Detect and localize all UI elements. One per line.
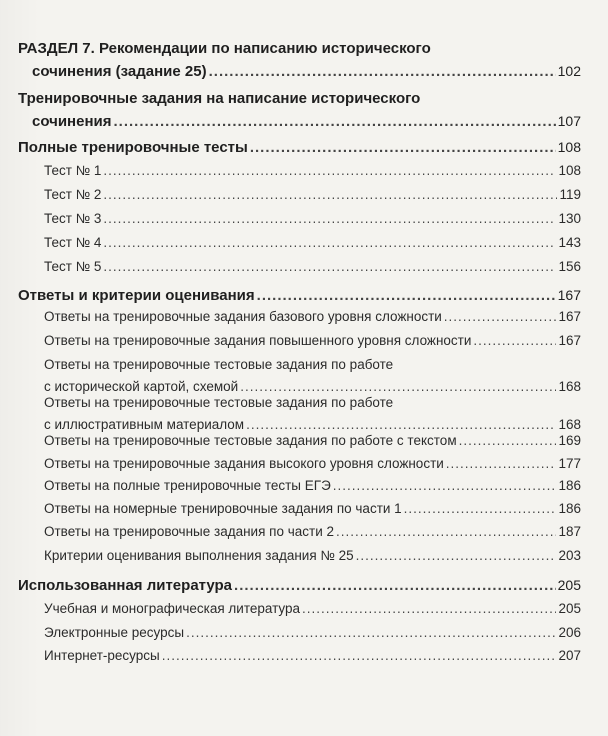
toc-page-number: 130 bbox=[558, 211, 581, 226]
toc-entry[interactable] bbox=[0, 475, 585, 497]
toc-entry[interactable] bbox=[0, 598, 585, 620]
toc-page-number: 119 bbox=[559, 187, 581, 202]
toc-page-number: 107 bbox=[557, 113, 581, 129]
toc-entry-title: Учебная и монографическая литература bbox=[44, 601, 301, 616]
toc-entry-title: Электронные ресурсы bbox=[44, 625, 185, 640]
toc-entry[interactable] bbox=[0, 88, 585, 132]
toc-entry[interactable] bbox=[0, 184, 585, 206]
dot-leader bbox=[473, 330, 556, 352]
toc-entry[interactable] bbox=[0, 545, 585, 567]
dot-leader bbox=[103, 232, 556, 254]
dot-leader bbox=[250, 137, 556, 159]
toc-page-number: 169 bbox=[558, 433, 581, 448]
toc-entry[interactable] bbox=[0, 521, 585, 543]
toc-entry[interactable] bbox=[0, 284, 585, 306]
toc-entry[interactable] bbox=[0, 645, 585, 667]
dot-leader bbox=[333, 475, 557, 497]
toc-entry-title: Ответы и критерии оценивания bbox=[18, 287, 255, 304]
toc-entry[interactable] bbox=[0, 232, 585, 254]
toc-entry[interactable] bbox=[0, 256, 585, 278]
toc-entry[interactable] bbox=[0, 160, 585, 182]
toc-entry-title: Тест № 3 bbox=[44, 211, 102, 226]
toc-page-number: 187 bbox=[558, 524, 581, 539]
toc-entry-title: Ответы на тренировочные задания по части 2 bbox=[44, 524, 334, 539]
toc-entry-title: Ответы на номерные тренировочные задания по части 1 bbox=[44, 501, 402, 516]
dot-leader bbox=[186, 622, 556, 644]
toc-entry-title: Тест № 2 bbox=[44, 187, 102, 202]
toc-entry-title: Тренировочные задания на написание исторического bbox=[18, 90, 421, 107]
toc-entry-title: сочинения bbox=[32, 113, 112, 130]
toc-entry-title: Ответы на тренировочные задания повышенного уровня сложности bbox=[44, 333, 472, 348]
dot-leader bbox=[404, 498, 557, 520]
toc-page-number: 102 bbox=[557, 63, 581, 79]
toc-page-number: 143 bbox=[558, 235, 581, 250]
toc-entry-title: Полные тренировочные тесты bbox=[18, 139, 248, 156]
toc-page-number: 168 bbox=[558, 379, 581, 394]
dot-leader bbox=[103, 208, 556, 230]
dot-leader bbox=[103, 184, 557, 206]
toc-entry-title: Ответы на тренировочные тестовые задания по работе bbox=[44, 395, 394, 410]
toc-page-number: 205 bbox=[557, 577, 581, 593]
toc-entry-title: Тест № 5 bbox=[44, 259, 102, 274]
toc-page-number: 203 bbox=[558, 548, 581, 563]
dot-leader bbox=[114, 111, 556, 133]
toc-entry-title: с исторической картой, схемой bbox=[44, 379, 239, 394]
dot-leader bbox=[356, 545, 557, 567]
dot-leader bbox=[103, 256, 556, 278]
dot-leader bbox=[257, 285, 556, 307]
dot-leader bbox=[162, 645, 557, 667]
toc-entry-title: Использованная литература bbox=[18, 577, 233, 594]
toc-entry-title: Ответы на тренировочные тестовые задания по работе с текстом bbox=[44, 433, 457, 448]
dot-leader bbox=[336, 521, 556, 543]
dot-leader bbox=[302, 598, 556, 620]
toc-page-number: 167 bbox=[558, 309, 581, 324]
toc-entry[interactable] bbox=[0, 38, 585, 82]
toc-entry[interactable] bbox=[0, 208, 585, 230]
toc-entry-title: Ответы на тренировочные задания высокого уровня сложности bbox=[44, 456, 444, 471]
toc-page-number: 186 bbox=[558, 501, 581, 516]
dot-leader bbox=[209, 61, 556, 83]
toc-page-number: 207 bbox=[558, 648, 581, 663]
toc-page-number: 156 bbox=[558, 259, 581, 274]
toc-entry-title: Ответы на тренировочные задания базового уровня сложности bbox=[44, 309, 442, 324]
toc-entry-title: Ответы на полные тренировочные тесты ЕГЭ bbox=[44, 478, 331, 493]
toc-entry-title: Ответы на тренировочные тестовые задания по работе bbox=[44, 357, 394, 372]
toc-page-number: 108 bbox=[558, 163, 581, 178]
toc-entry-title: Тест № 4 bbox=[44, 235, 102, 250]
toc-page-number: 177 bbox=[558, 456, 581, 471]
toc-entry[interactable] bbox=[0, 574, 585, 596]
toc-page-number: 205 bbox=[558, 601, 581, 616]
dot-leader bbox=[234, 575, 556, 597]
toc-page-number: 168 bbox=[558, 417, 581, 432]
toc-entry[interactable] bbox=[0, 306, 585, 328]
toc-entry[interactable] bbox=[0, 453, 585, 475]
toc-entry[interactable] bbox=[0, 622, 585, 644]
toc-page-number: 186 bbox=[558, 478, 581, 493]
toc-entry[interactable] bbox=[0, 498, 585, 520]
toc-entry-title: Тест № 1 bbox=[44, 163, 102, 178]
toc-entry[interactable] bbox=[0, 330, 585, 352]
toc-entry-title: Критерии оценивания выполнения задания № 25 bbox=[44, 548, 354, 563]
dot-leader bbox=[459, 430, 557, 452]
toc-entry-title: с иллюстративным материалом bbox=[44, 417, 245, 432]
toc-entry[interactable] bbox=[0, 136, 585, 158]
toc-page-number: 167 bbox=[558, 333, 581, 348]
toc-entry[interactable] bbox=[0, 430, 585, 452]
toc-page-number: 167 bbox=[557, 287, 581, 303]
dot-leader bbox=[103, 160, 556, 182]
toc-page-number: 108 bbox=[557, 139, 581, 155]
toc-page-number: 206 bbox=[558, 625, 581, 640]
toc-entry-title: Интернет-ресурсы bbox=[44, 648, 160, 663]
toc-entry-title: сочинения (задание 25) bbox=[32, 63, 207, 80]
dot-leader bbox=[446, 453, 557, 475]
toc-entry-title: РАЗДЕЛ 7. Рекомендации по написанию исторического bbox=[18, 40, 431, 57]
dot-leader bbox=[444, 306, 557, 328]
